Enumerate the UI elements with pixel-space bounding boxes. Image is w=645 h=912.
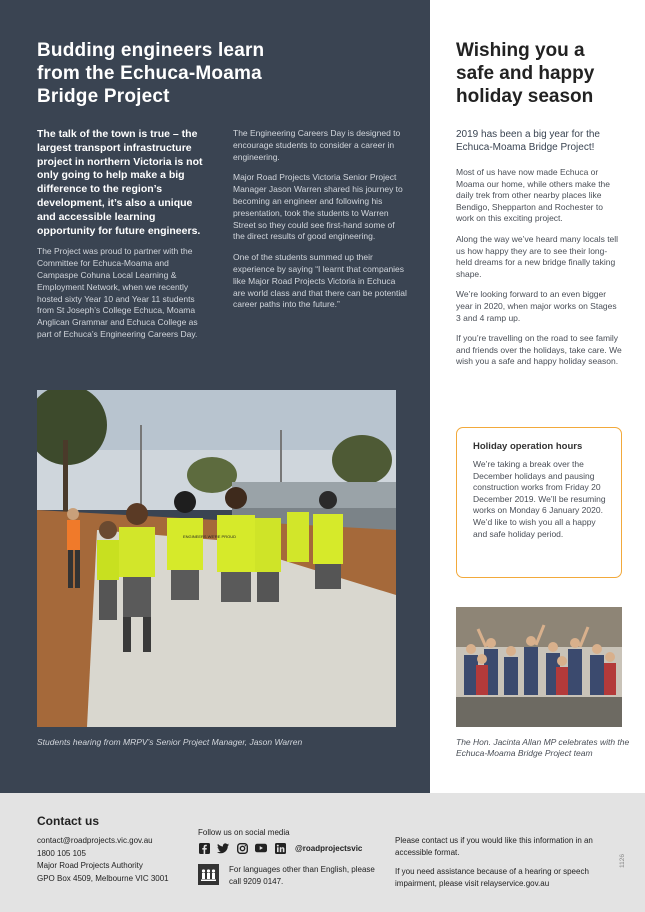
facebook-icon[interactable]: [198, 842, 210, 854]
holiday-paragraph: Along the way we’ve heard many locals tell us how happy they are to see their long-held dreams for a new bridge finally taking shape.: [456, 233, 619, 279]
holiday-body: [456, 167, 622, 377]
contact-org: Major Road Projects Authority: [37, 861, 143, 870]
team-photo-caption: The Hon. Jacinta Allan MP celebrates with the Echuca-Moama Bridge Project team: [456, 737, 630, 758]
contact-details: [37, 835, 197, 885]
contact-title: Contact us: [37, 814, 100, 828]
twitter-icon[interactable]: [217, 842, 229, 854]
feature-column-1: [37, 128, 212, 350]
students-photo-caption: Students hearing from MRPV’s Senior Project Manager, Jason Warren: [37, 737, 303, 747]
social-label: Follow us on social media: [198, 828, 290, 837]
interpreter-icon: [198, 864, 219, 885]
holiday-hours-title: Holiday operation hours: [473, 441, 583, 452]
holiday-hours-text: We’re taking a break over the December holidays and pausing construction works from Friday 20 December 2019. We’ll be resuming works on Monday 6 January 2020. We’d like to wish you all a happy and safe holiday period.: [473, 459, 606, 539]
accessible-format-text: Please contact us if you would like this information in an accessible format.: [395, 836, 593, 857]
feature-paragraph: One of the students summed up their experience by saying “I learnt that companies like Major Road Projects Victoria in Echuca are world class and that there can be potential career paths into the future.”: [233, 252, 407, 310]
holiday-lead: 2019 has been a big year for the Echuca-Moama Bridge Project!: [456, 129, 600, 153]
students-photo: [37, 390, 396, 727]
contact-phone[interactable]: 1800 105 105: [37, 848, 86, 858]
holiday-title: Wishing you a safe and happy holiday season: [456, 40, 595, 107]
feature-paragraph: Major Road Projects Victoria Senior Project Manager Jason Warren shared his journey to becoming an engineer and following his presentation, took the students to Warren Street so they could see first-hand some of the direct results of good engineering.: [233, 172, 403, 242]
contact-email-link[interactable]: contact@roadprojects.vic.gov.au: [37, 836, 153, 845]
feature-paragraph: The Engineering Careers Day is designed to encourage students to consider a career in engineering.: [233, 128, 401, 162]
team-photo: [456, 607, 622, 727]
instagram-icon[interactable]: [236, 842, 248, 854]
language-text: For languages other than English, please call 9209 0147.: [229, 865, 375, 886]
relay-service-text: If you need assistance because of a hearing or speech impairment, please visit relayservice.gov.au: [395, 867, 589, 888]
contact-address: GPO Box 4509, Melbourne VIC 3001: [37, 873, 169, 883]
language-assist: [198, 864, 379, 888]
accessibility-info: [395, 835, 610, 897]
feature-paragraph: The Project was proud to partner with the Committee for Echuca-Moama and Campaspe Cohuna Local Learning & Employment Network, when we recently hosted sixty Year 10 and Year 11 students from St Joseph’s College Echuca, Moama Anglican Grammar and Echuca College as part of Echuca’s Engineering Careers Day.: [37, 246, 198, 339]
page-code: 1126: [619, 854, 626, 868]
holiday-hours-box: [456, 427, 622, 578]
feature-title: Budding engineers learn from the Echuca-Moama Bridge Project: [37, 40, 265, 107]
youtube-icon[interactable]: [255, 842, 267, 854]
social-links: [198, 842, 362, 854]
holiday-paragraph: If you’re travelling on the road to see family and friends over the holidays, take care. We wish you a safe and happy holiday season.: [456, 333, 622, 367]
social-handle[interactable]: @roadprojectsvic: [295, 843, 363, 853]
feature-lead: The talk of the town is true – the largest transport infrastructure project in northern Victoria is not only going to help make a big difference to the region’s development, it’s also a unique and accessible learning opportunity for future engineers.: [37, 128, 203, 237]
holiday-paragraph: Most of us have now made Echuca or Moama our home, while others make the daily trek from other nearby places like Bendigo, Shepparton and Rochester to work on this exciting project.: [456, 167, 611, 224]
feature-column-2: [233, 128, 408, 320]
linkedin-icon[interactable]: [274, 842, 286, 854]
holiday-paragraph: We’re looking forward to an even bigger year in 2020, when major works on Stages 3 and 4 ramp up.: [456, 289, 617, 323]
vest-logo-text: ENGINEERS WE'RE PROUD: [183, 534, 236, 539]
